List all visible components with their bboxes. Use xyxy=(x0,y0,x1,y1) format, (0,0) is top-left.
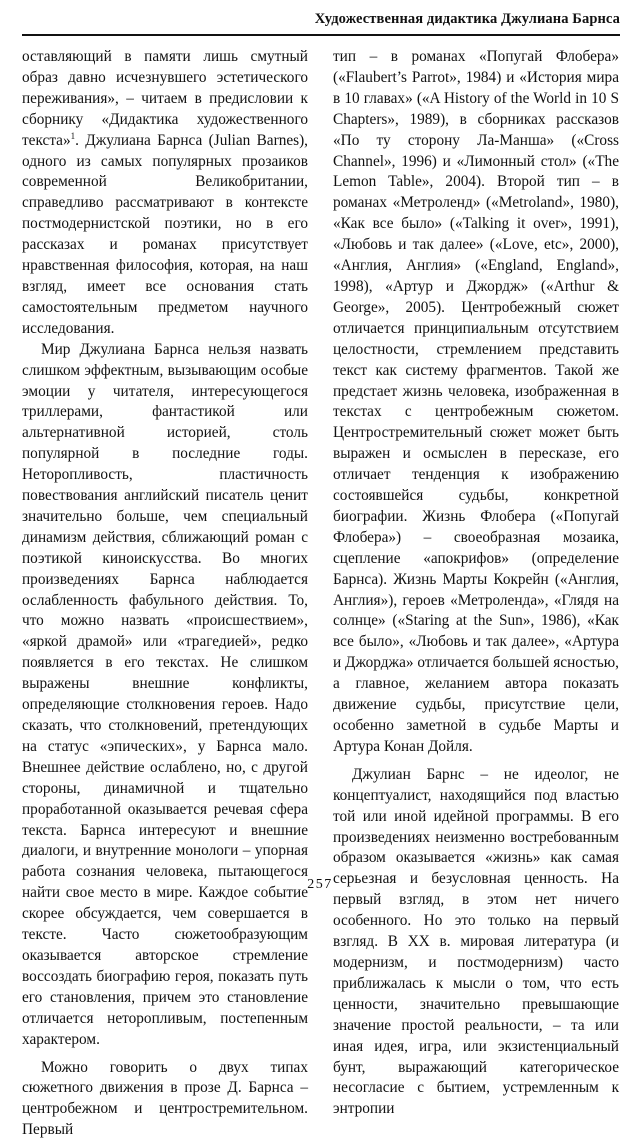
right-paragraph-2: Джулиан Барнс – не идеолог, не концептуалист, находящийся под властью той или иной идейной программы. В его произведениях неизменно востребованным образом оказывается «жизнь» как самая серьезная и безусловная ценность. На первый взгляд, в этом нет ничего особенного. Но это только на первый взгляд. В XX в. мировая литература (и модернизм, и постмодернизм) часто приближалась к мысли о том, что есть ценности, значительно превышающие значение простой реальности, – та или иная идея, игра, или экзистенциальный бунт, выражающий категорическое несогласие с бытием, устремленным к энтропии xyxy=(333,765,619,1120)
left-column xyxy=(22,47,308,1141)
left-paragraph-1 xyxy=(22,47,308,340)
left-paragraph-2: Мир Джулиана Барнса нельзя назвать слишком эффектным, вызывающим особые эмоции у читателя, интересующегося триллерами, фантастикой или альтернативной историей, столь популярной в последние годы. Неторопливость, пластичность повествования английский писатель ценит значительно больше, чем специальный динамизм действия, сближающий роман с поэтикой киноискусства. Во многих произведениях Барнса наблюдается ослабленность фабульного действия. То, что можно назвать «происшествием», «яркой драмой» или «трагедией», редко появляется в его текстах. Не слишком выражены внешние конфликты, определяющие столкновения героев. Надо сказать, что столкновений, претендующих на статус «эпических», у Барнса мало. Внешнее действие ослаблено, но, с другой стороны, динамичной и тщательно проработанной оказывается речевая сфера текста. Барнса интересуют и внешние диалоги, и внутренние монологи – упорная работа сознания человека, пытающегося найти свое место в мире. Каждое событие скорее обсуждается, чем совершается в тексте. Часто сюжетообразующим оказывается авторское стремление воссоздать биографию героя, показать путь его становления, причем это становление отличается неторопливым, постепенным характером. xyxy=(22,340,308,1051)
right-column xyxy=(333,47,619,1120)
running-head: Художественная дидактика Джулиана Барнса xyxy=(315,11,620,28)
right-paragraph-1: тип – в романах «Попугай Флобера» («Flaubert’s Parrot», 1984) и «История мира в 10 главах» («A History of the World in 10 S Chapters», 1989), в сборниках рассказов «По ту сторону Ла-Манша» («Cross Channel», 1996) и «Лимонный стол» («The Lemon Table», 2004). Второй тип – в романах «Метроленд» («Metroland», 1980), «Как все было» («Talking it over», 1991), «Любовь и так далее» («Love, etc», 2000), «Англия, Англия» («England, England», 1998), «Артур и Джордж» («Arthur & George», 2005). Центробежный сюжет отличается принципиальным отсутствием целостности, стремлением представить текст как систему фрагментов. Такой же предстает жизнь человека, изображенная в текстах с центробежным сюжетом. Центростремительный сюжет может быть выражен и осмыслен в пересказе, его отличает тенденция к изображению состоявшейся судьбы, конкретной биографии. Жизнь Флобера («Попугай Флобера») – своеобразная мозаика, сцепление «апокрифов» (определение Барнса). Жизнь Марты Кокрейн («Англия, Англия»), героев «Метроленда», «Глядя на солнце» («Staring at the Sun», 1986), «Как все было», «Любовь и так далее», «Артура и Джорджа» отличается большей ясностью, а главное, желанием автора показать движение судьбы, присутствие цели, особенно заметной в судьбе Марты и Артура Конан Дойля. xyxy=(333,47,619,758)
left-paragraph-1-rest: . Джулиана Барнса (Julian Barnes), одного из самых популярных прозаиков современной Великобритании, справедливо рассматривают в контексте постмодернистской поэтики, но в его рассказах и романах присутствует нравственная философия, которая, на наш взгляд, имеет все основания стать самостоятельным предметом научного исследования. xyxy=(22,132,308,337)
header-rule xyxy=(22,34,620,36)
page-number: 257 xyxy=(0,877,640,893)
footnote-marker: 1 xyxy=(71,131,76,141)
left-paragraph-3: Можно говорить о двух типах сюжетного движения в прозе Д. Барнса – центробежном и центростремительном. Первый xyxy=(22,1058,308,1141)
left-paragraph-1-text: оставляющий в памяти лишь смутный образ давно исчезнувшего эстетического переживания», – читаем в предисловии к сборнику «Дидактика художественного текста» xyxy=(22,48,308,149)
